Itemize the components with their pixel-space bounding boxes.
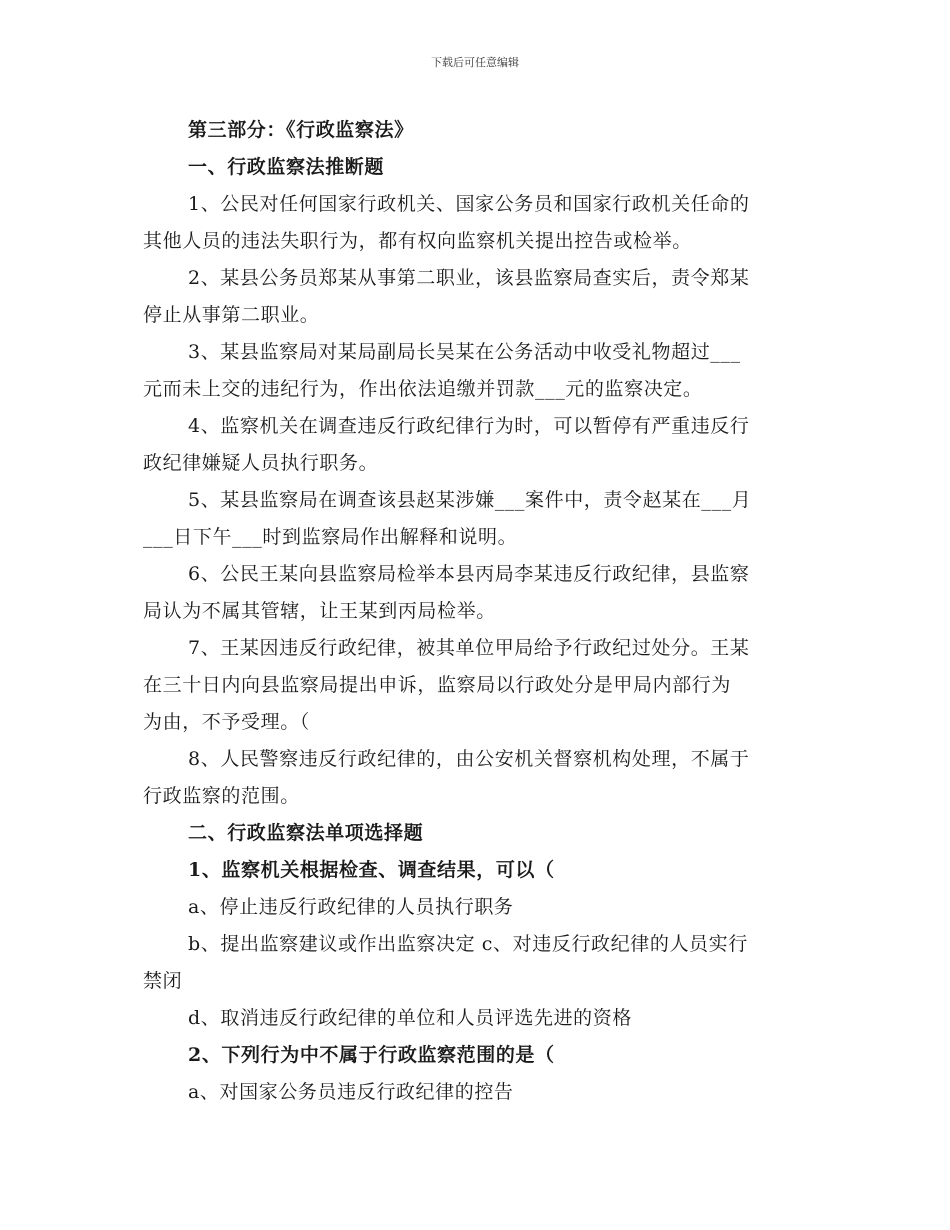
judgment-item-1 (143, 186, 807, 260)
judgment-item-8 (143, 741, 807, 815)
item-5-line-2: ___日下午___时到监察局作出解释和说明。 (143, 526, 518, 548)
item-7-line-3: 为由，不予受理。（ (143, 711, 310, 733)
judgment-item-6 (143, 556, 807, 630)
item-8-line-2: 行政监察的范围。 (143, 785, 300, 807)
question-1-option-bc-line-1: b、提出监察建议或作出监察决定 c、对违反行政纪律的人员实行 (188, 933, 748, 955)
question-1-stem: 1、监察机关根据检查、调查结果，可以（ (188, 859, 555, 881)
item-3-line-2: 元而未上交的违纪行为，作出依法追缴并罚款___元的监察决定。 (143, 378, 703, 400)
judgment-item-2 (143, 260, 807, 334)
choice-question-2 (143, 1037, 807, 1111)
judgment-item-5 (143, 482, 807, 556)
item-1-line-2: 其他人员的违法失职行为，都有权向监察机关提出控告或检举。 (143, 230, 692, 252)
part-title: 第三部分：《行政监察法》 (188, 119, 414, 141)
item-7-line-1: 7、王某因违反行政纪律，被其单位甲局给予行政纪过处分。王某 (188, 637, 750, 659)
question-1-option-a: a、停止违反行政纪律的人员执行职务 (188, 896, 514, 918)
item-8-line-1: 8、人民警察违反行政纪律的，由公安机关督察机构处理，不属于 (188, 748, 750, 770)
item-5-line-1: 5、某县监察局在调查该县赵某涉嫌___案件中，责令赵某在___月 (188, 489, 752, 511)
item-6-line-1: 6、公民王某向县监察局检举本县丙局李某违反行政纪律，县监察 (188, 563, 750, 585)
item-3-line-1: 3、某县监察局对某局副局长吴某在公务活动中收受礼物超过___ (188, 341, 741, 363)
question-1-option-bc-line-2: 禁闭 (143, 970, 183, 992)
judgment-item-3 (143, 334, 807, 408)
page-header: 下载后可任意编辑 (431, 56, 519, 69)
item-4-line-2: 政纪律嫌疑人员执行职务。 (143, 452, 379, 474)
item-4-line-1: 4、监察机关在调查违反行政纪律行为时，可以暂停有严重违反行 (188, 415, 750, 437)
judgment-item-7 (143, 630, 807, 741)
item-6-line-2: 局认为不属其管辖，让王某到丙局检举。 (143, 600, 496, 622)
choice-question-1 (143, 852, 807, 1037)
item-2-line-2: 停止从事第二职业。 (143, 304, 320, 326)
question-2-option-a: a、对国家公务员违反行政纪律的控告 (188, 1081, 514, 1103)
item-1-line-1: 1、公民对任何国家行政机关、国家公务员和国家行政机关任命的 (188, 193, 750, 215)
section-2-title: 二、行政监察法单项选择题 (188, 822, 424, 844)
judgment-item-4 (143, 408, 807, 482)
question-1-option-d: d、取消违反行政纪律的单位和人员评选先进的资格 (188, 1007, 632, 1029)
section-1-title: 一、行政监察法推断题 (188, 156, 385, 178)
question-2-stem: 2、下列行为中不属于行政监察范围的是（ (188, 1044, 555, 1066)
item-7-line-2: 在三十日内向县监察局提出申诉，监察局以行政处分是甲局内部行为 (143, 674, 732, 696)
item-2-line-1: 2、某县公务员郑某从事第二职业，该县监察局查实后，责令郑某 (188, 267, 750, 289)
document-body (143, 112, 807, 1111)
